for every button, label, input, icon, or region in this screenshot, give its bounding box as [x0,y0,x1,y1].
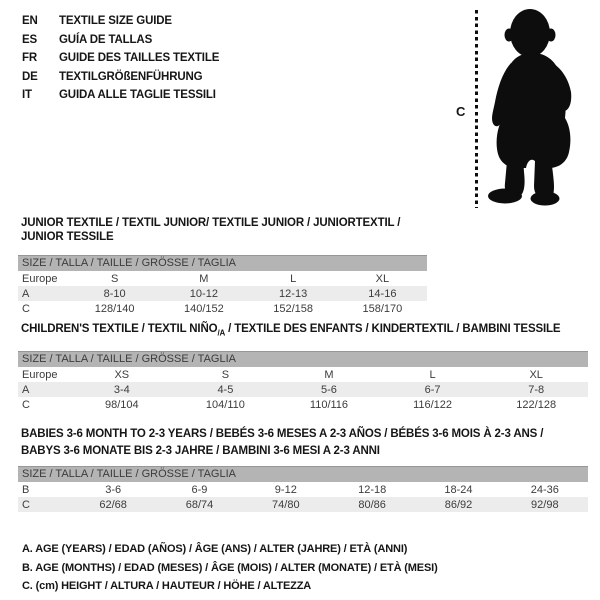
junior-table-grid [18,271,427,316]
size-cell: 6-7 [381,382,485,397]
size-cell: 18-24 [444,483,473,496]
size-cell: 7-8 [484,382,588,397]
size-cell: 140/152 [183,302,224,315]
junior-table-title: JUNIOR TEXTILE / TEXTIL JUNIOR/ TEXTILE JUNIOR / JUNIORTEXTIL / JUNIOR TESSILE [21,217,401,243]
size-cell: 74/80 [243,497,329,512]
row-label: Europe [22,368,58,381]
language-label: TEXTILGRÖßENFÜHRUNG [59,70,203,83]
junior-size-table [18,216,427,316]
language-row-es [22,31,219,50]
figure-measure-label: C [456,104,466,119]
size-cell: XL [529,368,543,381]
size-cell: 14-16 [338,286,427,301]
babies-table-grid [18,482,588,512]
legend-line-a: A. AGE (YEARS) / EDAD (AÑOS) / ÂGE (ANS) / ALTER (JAHRE) / ETÀ (ANNI) [22,543,408,555]
table-row [18,301,427,316]
size-cell: 122/128 [516,398,557,411]
size-cell: L [429,368,436,381]
row-label: B [22,483,30,496]
size-cell: 3-4 [70,382,174,397]
table-row [18,497,588,512]
height-measure-dashed-line [475,10,478,208]
table-row [18,397,588,412]
size-cell: 68/74 [156,497,242,512]
title-text: / TEXTILE DES ENFANTS / KINDERTEXTIL / BAMBINI TESSILE [225,323,561,335]
table-row [18,271,427,286]
size-cell: 86/92 [415,497,501,512]
babies-size-table [18,426,588,512]
children-size-table [18,322,588,412]
language-row-fr [22,49,219,68]
row-label: Europe [22,272,58,285]
size-cell: L [290,272,297,285]
language-code: DE [22,70,38,83]
size-cell: XS [114,368,130,381]
size-cell: 4-5 [174,382,278,397]
size-cell: 152/158 [273,302,313,315]
language-code: IT [22,89,32,101]
language-code: ES [22,33,38,46]
language-title-block [22,12,219,105]
size-cell: 5-6 [277,382,381,397]
size-header-band: SIZE / TALLA / TAILLE / GRÖSSE / TAGLIA [18,351,588,367]
row-label: C [22,398,30,411]
language-label: GUIDE DES TAILLES TEXTILE [59,52,220,64]
size-cell: 80/86 [329,497,415,512]
size-cell: 12-13 [249,286,338,301]
table-row [18,286,427,301]
language-row-en [22,12,219,31]
size-cell: XL [375,272,390,285]
size-cell: 98/104 [104,398,139,411]
row-label: C [22,302,30,315]
size-cell: 6-9 [191,483,208,496]
children-table-title [21,322,588,340]
size-header-band: SIZE / TALLA / TAILLE / GRÖSSE / TAGLIA [18,466,588,482]
toddler-silhouette [486,6,582,206]
language-row-it [22,86,219,105]
language-code: EN [22,15,38,27]
size-cell: 116/122 [413,398,453,411]
size-cell: 158/170 [362,302,403,315]
size-cell: 62/68 [70,497,156,512]
title-subscript: /A [217,328,226,338]
size-cell: 104/110 [205,398,245,411]
size-cell: 9-12 [274,483,297,496]
title-text: CHILDREN'S TEXTILE / TEXTIL NIÑO [21,323,218,335]
language-label: TEXTILE SIZE GUIDE [59,15,172,27]
size-cell: 128/140 [94,302,135,315]
size-cell: 92/98 [502,497,588,512]
size-cell: M [324,368,334,381]
babies-title-line2: BABYS 3-6 MONATE BIS 2-3 JAHRE / BAMBINI 3-6 MESI A 2-3 ANNI [21,445,380,457]
language-label: GUÍA DE TALLAS [59,33,153,46]
size-cell: 12-18 [358,483,387,496]
size-cell: M [199,272,209,285]
table-row [18,482,588,497]
table-row [18,382,588,397]
row-label: C [18,497,70,512]
size-header-band: SIZE / TALLA / TAILLE / GRÖSSE / TAGLIA [18,255,427,271]
table-row [18,367,588,382]
language-code: FR [22,52,38,64]
size-cell: 8-10 [70,286,159,301]
row-label: A [18,382,70,397]
legend-line-b: B. AGE (MONTHS) / EDAD (MESES) / ÂGE (MOIS) / ALTER (MONATE) / ETÀ (MESI) [22,561,438,574]
babies-title-line1: BABIES 3-6 MONTH TO 2-3 YEARS / BEBÉS 3-6 MESES A 2-3 AÑOS / BÉBÉS 3-6 MOIS À 2-3 ANS / [21,428,544,440]
size-cell: S [221,368,230,381]
size-cell: 24-36 [530,483,559,496]
babies-table-title [21,426,588,460]
language-row-de [22,68,219,87]
language-label: GUIDA ALLE TAGLIE TESSILI [59,89,216,101]
size-cell: 110/116 [309,398,349,411]
size-cell: 10-12 [159,286,248,301]
legend-line-c: C. (cm) HEIGHT / ALTURA / HAUTEUR / HÖHE / ALTEZZA [22,580,312,592]
row-label: A [18,286,70,301]
size-cell: S [110,272,119,285]
size-cell: 3-6 [105,483,122,496]
legend-block [22,540,438,596]
children-table-grid [18,367,588,412]
